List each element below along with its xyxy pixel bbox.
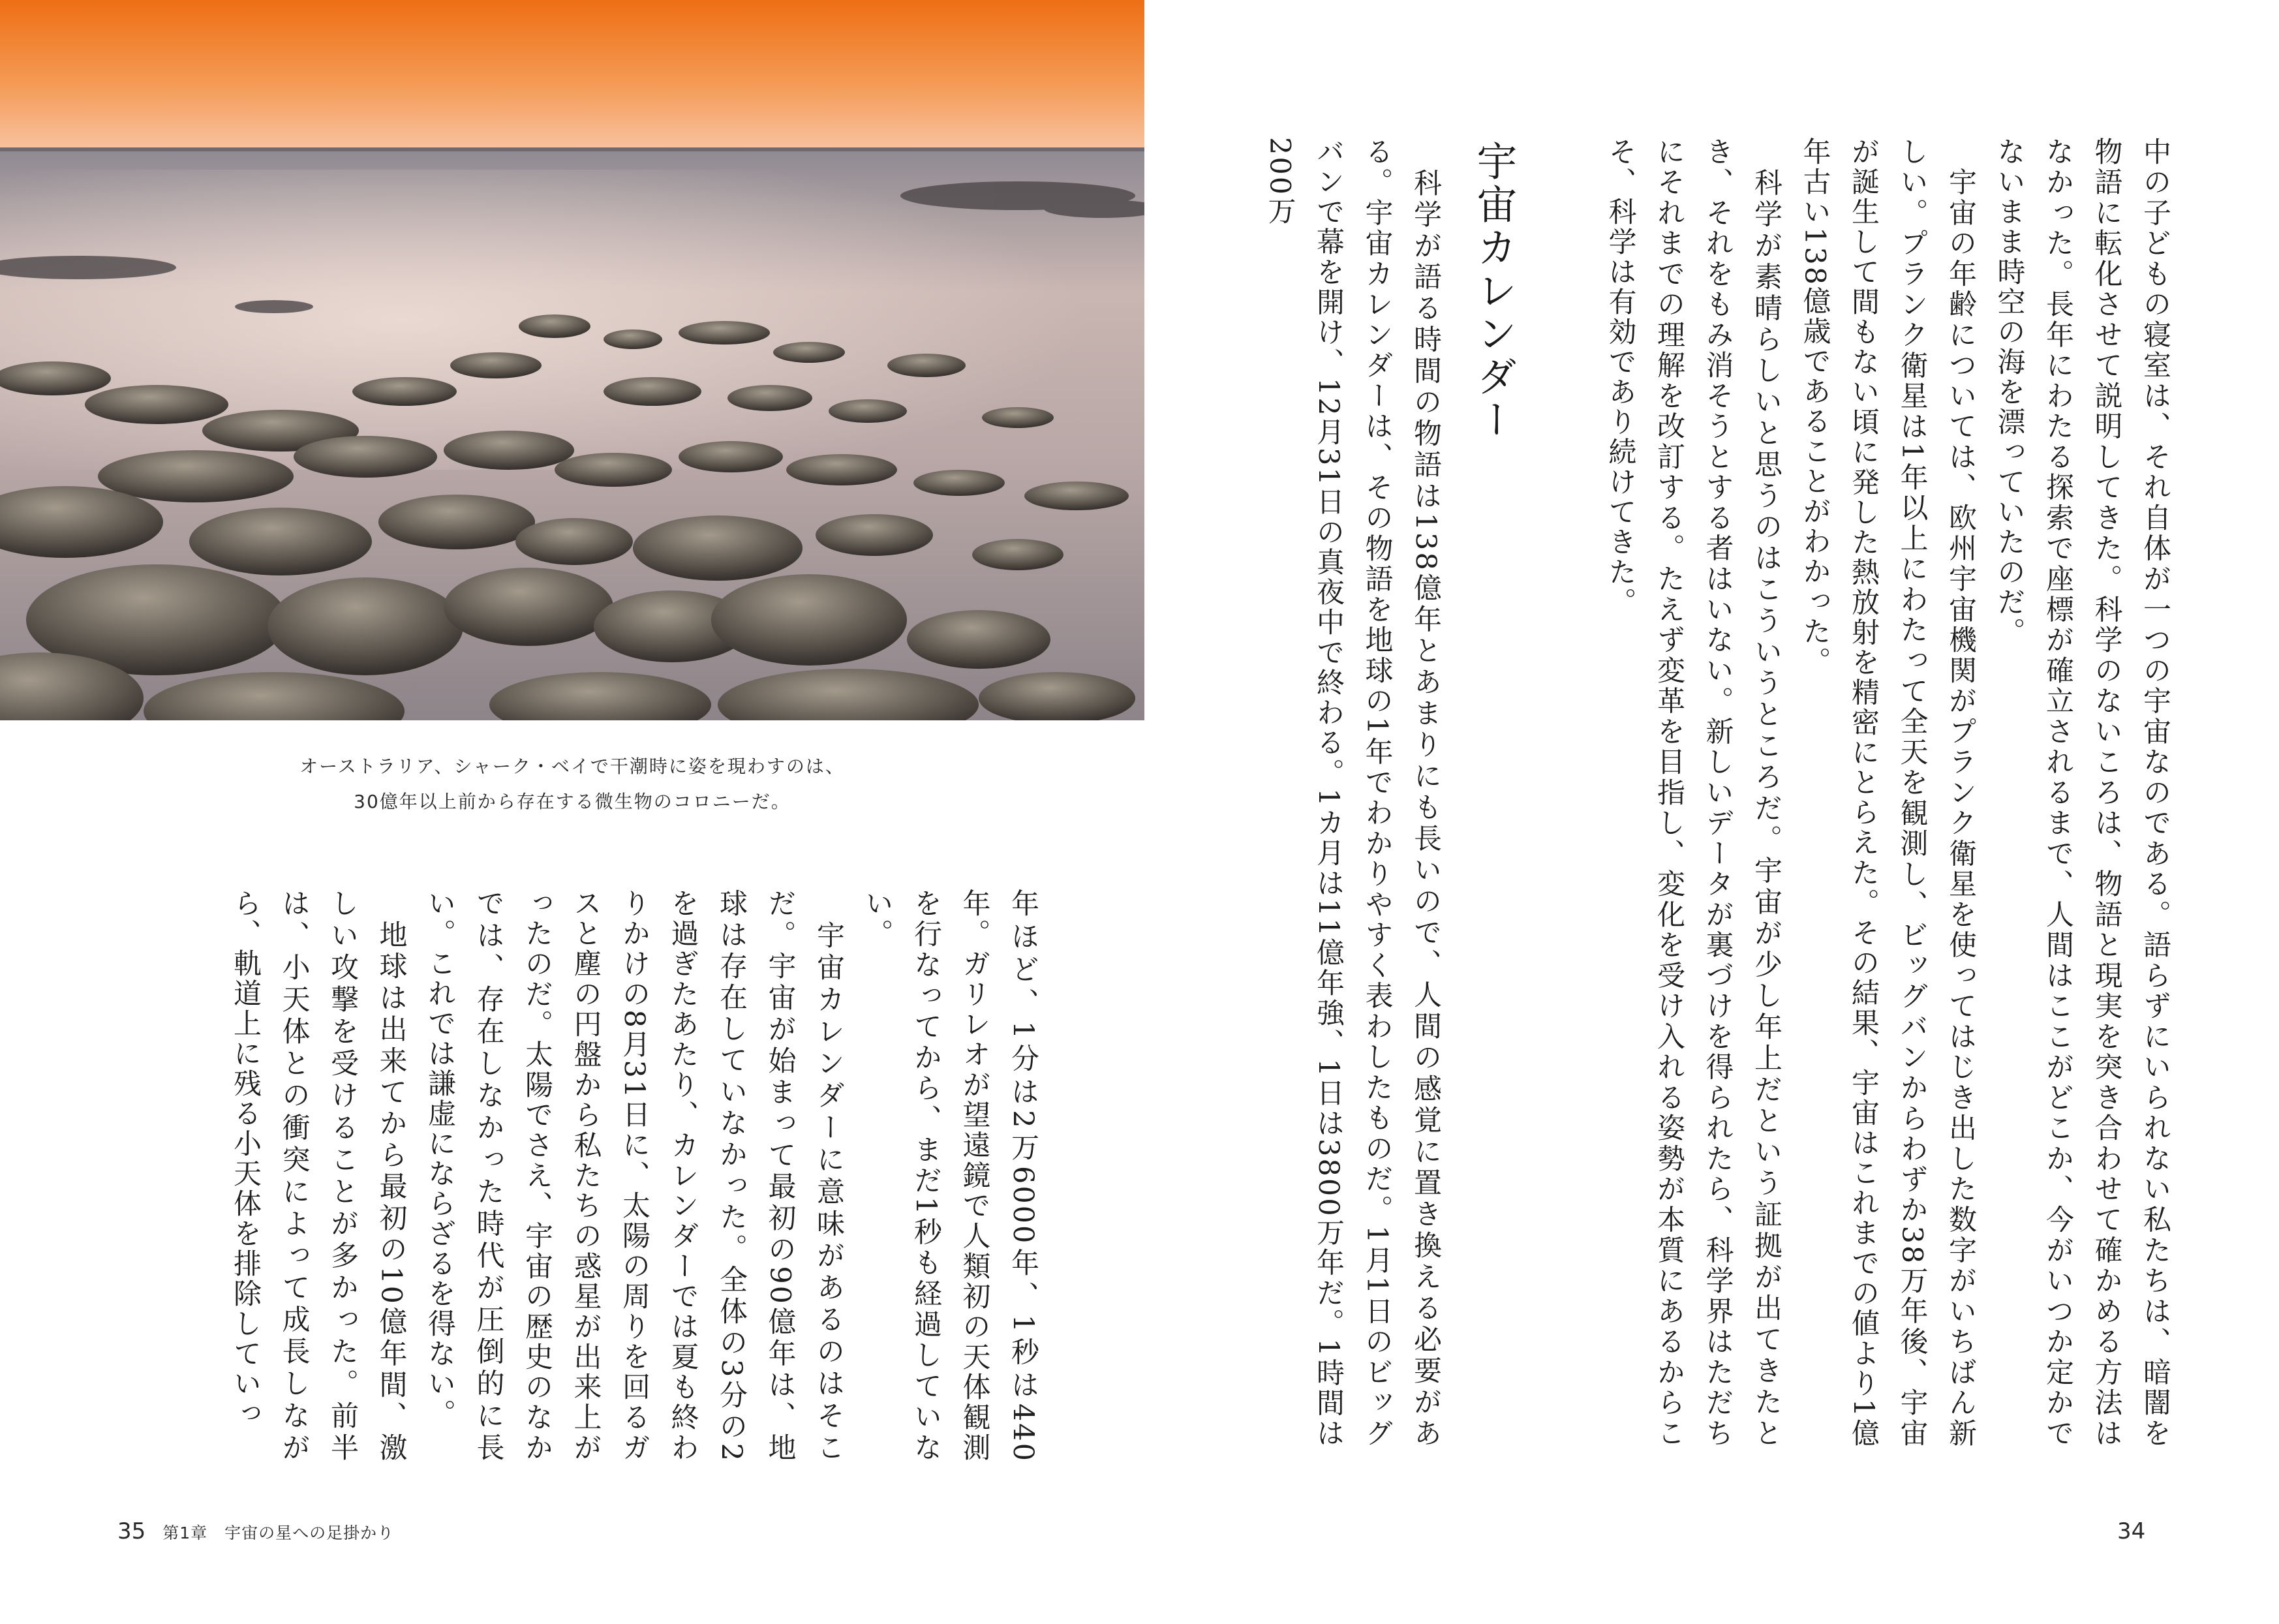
running-chapter-title: 第1章 宇宙の星への足掛かり — [162, 1524, 395, 1542]
stromatolite-photo — [0, 0, 1144, 720]
left-page-footer — [117, 1518, 394, 1544]
caption-line-1: オーストラリア、シャーク・ベイで干潮時に姿を現わすのは、 — [299, 756, 845, 777]
right-page-body-bottom: 科学が語る時間の物語は138億年とあまりにも長いので、人間の感覚に置き換える必要がある。宇宙カレンダーは、その物語を地球の1年でわかりやすく表わしたものだ。1月1日のビッグバンで幕を開け、12月31日の真夜中で終わる。1カ月は11億年強、1日は3800万年だ。1時間は200万 — [1263, 137, 1442, 1448]
photo-caption — [39, 749, 1105, 820]
right-page-body-top: 中の子どもの寝室は、それ自体が一つの宇宙なのである。語らずにいられない私たちは、暗闇を物語に転化させて説明してきた。科学のないころは、物語と現実を突き合わせて確かめる方法はなかった。長年にわたる探索で座標が確立されるまで、人間はここがどこか、今がいつか定かでないまま時空の海を漂っていたのだ。 宇宙の年齢については、欧州宇宙機関がプランク衛星を使ってはじき出した数字がいちばん新しい。プランク衛星は1年以上にわたって全天を観測し、ビッグバンからわずか38万年後、宇宙が誕生して間もない頃に発した熱放射を精密にとらえた。その結果、宇宙はこれまでの値より1億年古い138億歳であることがわかった。 科学が素晴らしいと思うのはこういうところだ。宇宙が少し年上だという証拠が出てきたとき、それをもみ消そうとする者はいない。新しいデータが裏づけを得られたら、科学界はただちにそれまでの理解を改訂する。たえず変革を目指し、変化を受け入れる姿勢が本質にあるからこそ、科学は有効であり続けてきた。 — [1604, 137, 2171, 1449]
photo-image — [0, 0, 1144, 720]
left-page-body: 年ほど、1分は2万6000年、1秒は440年。ガリレオが望遠鏡で人類初の天体観測を行なってから、まだ1秒も経過していない。 宇宙カレンダーに意味があるのはそこだ。宇宙が始まって最初の90億年は、地球は存在していなかった。全体の3分の2を過ぎたあたり、カレンダーでは夏も終わりかけの8月31日に、太陽の周りを回るガスと塵の円盤から私たちの惑星が出来上がったのだ。太陽でさえ、宇宙の歴史のなかでは、存在しなかった時代が圧倒的に長い。これでは謙虚にならざるを得ない。 地球は出来てから最初の10億年間、激しい攻撃を受けることが多かった。前半は、小天体との衝突によって成長しながら、軌道上に残る小天体を排除していっ — [229, 889, 1039, 1463]
right-page-number: 34 — [2117, 1518, 2146, 1544]
caption-line-2: 30億年以上前から存在する微生物のコロニーだ。 — [354, 791, 791, 812]
left-page-number: 35 — [117, 1518, 146, 1544]
section-heading: 宇宙カレンダー — [1470, 140, 1518, 442]
